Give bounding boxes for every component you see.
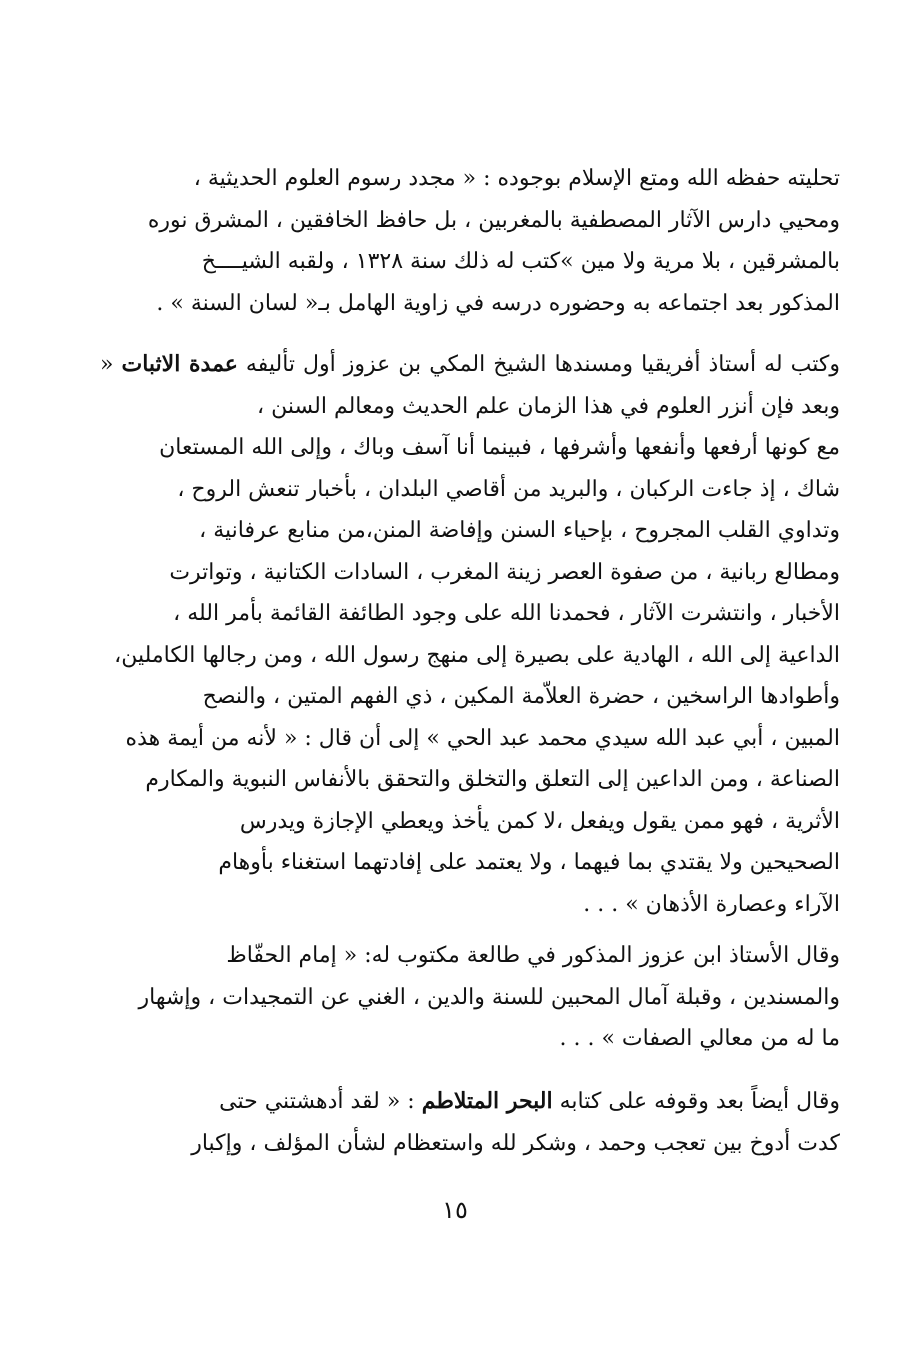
paragraph-2-intro: وكتب له أستاذ أفريقيا ومسندها الشيخ المكي بن عزوز أول تأليفه [237, 352, 840, 377]
paragraph-2-body: « وبعد فإن أنزر العلوم في هذا الزمان علم الحديث ومعالم السنن ، مع كونها أرفعها وأنفعها وأشرفها ، فبينما أنا آسف وباك ، وإلى الله المستعان شاك ، إذ جاءت الركبان ، والبريد من أقاصي البلدان ، بأخبار تنعش الروح ، وتداوي القلب المجروح ، بإحياء السنن وإفاضة المنن،من منابع عرفانية ، ومطالع ربانية ، من صفوة العصر زينة المغرب ، السادات الكتانية ، وتواترت الأخبار ، وانتشرت الآثار ، فحمدنا الله على وجود الطائفة القائمة بأمر الله ، الداعية إلى الله ، الهادية على بصيرة إلى منهج رسول الله ، ومن رجالها الكاملين، وأطوادها الراسخين ، حضرة العلاّمة المكين ، ذي الفهم المتين ، والنصح المبين ، أبي عبد الله سيدي محمد عبد الحي » إلى أن قال : « لأنه من أيمة هذه الصناعة ، ومن الداعين إلى التعلق والتخلق والتحقق بالأنفاس النبوية والمكارم الأثرية ، فهو ممن يقول ويفعل ،لا كمن يأخذ ويعطي الإجازة ويدرس الصحيحين ولا يقتدي بما فيهما ، ولا يعتمد على إفادتهما استغناء بأوهام الآراء وعصارة الأذهان » . . . [100, 352, 840, 917]
paragraph-1: تحليته حفظه الله ومتع الإسلام بوجوده : « مجدد رسوم العلوم الحديثية ، ومحيي دارس الآثار المصطفية بالمغربين ، بل حافظ الخافقين ، المشرق نوره بالمشرقين ، بلا مرية ولا مين »كتب له ذلك سنة ١٣٢٨ ، ولقبه الشيــــخ المذكور بعد اجتماعه به وحضوره درسه في زاوية الهامل بـ« لسان السنة » . [147, 166, 840, 316]
paragraph-4 [100, 1081, 840, 1164]
book-title-al-bahr-al-mutalatim: البحر المتلاطم [421, 1088, 553, 1114]
paragraph-2 [100, 344, 840, 925]
paragraph-4-body: : « لقد أدهشتني حتى كدت أدوخ بين تعجب وحمد ، وشكر لله واستعظام لشأن المؤلف ، وإكبار [191, 1089, 840, 1156]
paragraph-3: وقال الأستاذ ابن عزوز المذكور في طالعة مكتوب له: « إمام الحفّاظ والمسندين ، وقبلة آمال المحبين للسنة والدين ، الغني عن التمجيدات ، وإشهار ما له من معالي الصفات » . . . [138, 943, 840, 1051]
page-number: ١٥ [442, 1196, 468, 1224]
book-title-umdat-al-athbat: عمدة الاثبات [121, 351, 238, 377]
paragraph-4-intro: وقال أيضاً بعد وقوفه على كتابه [552, 1089, 840, 1114]
